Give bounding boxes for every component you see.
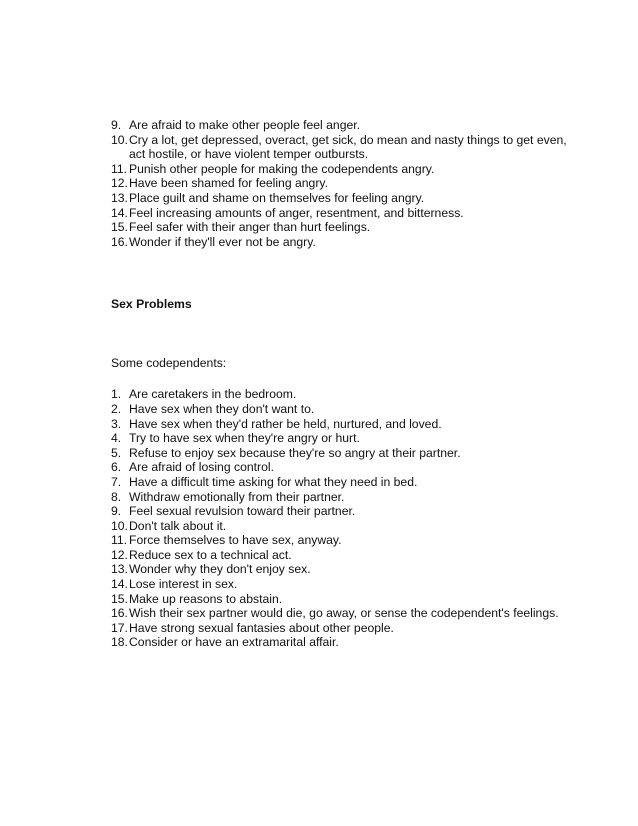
item-number: 14.	[111, 205, 128, 220]
item-number: 10.	[111, 518, 128, 533]
item-number: 11.	[111, 533, 128, 548]
item-text: Have sex when they don't want to.	[129, 401, 315, 416]
page-content	[111, 118, 571, 650]
item-text: Wonder why they don't enjoy sex.	[129, 562, 311, 577]
item-number: 18.	[111, 635, 128, 650]
list-item	[111, 431, 571, 446]
list-item	[111, 606, 571, 621]
item-text: Wish their sex partner would die, go away, or sense the codependent's feelings.	[129, 606, 559, 621]
sex-problems-list	[111, 387, 571, 650]
list-item	[111, 621, 571, 636]
item-text: Reduce sex to a technical act.	[129, 547, 292, 562]
list-item	[111, 490, 571, 505]
list-item	[111, 519, 571, 534]
list-item	[111, 635, 571, 650]
item-number: 17.	[111, 620, 128, 635]
list-item	[111, 533, 571, 548]
section-intro: Some codependents:	[111, 356, 227, 371]
section-heading: Sex Problems	[111, 297, 192, 312]
item-number: 16.	[111, 606, 128, 621]
item-number: 9.	[111, 118, 122, 132]
item-number: 4.	[111, 431, 122, 446]
item-text: Make up reasons to abstain.	[129, 591, 283, 606]
item-text: Wonder if they'll ever not be angry.	[129, 234, 316, 249]
item-text: Lose interest in sex.	[129, 577, 238, 592]
list-item	[111, 133, 571, 162]
list-item	[111, 387, 571, 402]
list-item	[111, 235, 571, 250]
list-item	[111, 562, 571, 577]
list-item	[111, 191, 571, 206]
item-text: Have a difficult time asking for what they need in bed.	[129, 474, 418, 489]
item-text: Force themselves to have sex, anyway.	[129, 533, 342, 548]
item-number: 13.	[111, 190, 128, 205]
list-item	[111, 577, 571, 592]
item-text: Are afraid to make other people feel anger.	[129, 118, 361, 132]
item-text: Withdraw emotionally from their partner.	[129, 489, 345, 504]
item-number: 6.	[111, 460, 122, 475]
list-item	[111, 402, 571, 417]
item-text: Feel safer with their anger than hurt feelings.	[129, 220, 371, 235]
item-text: Are caretakers in the bedroom.	[129, 387, 297, 402]
item-number: 9.	[111, 504, 122, 519]
item-text: Don't talk about it.	[129, 518, 227, 533]
item-text: Have strong sexual fantasies about other people.	[129, 620, 394, 635]
list-item	[111, 446, 571, 461]
item-number: 12.	[111, 547, 128, 562]
item-number: 2.	[111, 401, 122, 416]
item-text: Feel sexual revulsion toward their partner.	[129, 504, 356, 519]
list-item	[111, 176, 571, 191]
item-number: 5.	[111, 445, 122, 460]
item-number: 1.	[111, 387, 122, 402]
item-text: Are afraid of losing control.	[129, 460, 274, 475]
item-text: Try to have sex when they're angry or hurt.	[129, 431, 360, 446]
item-number: 13.	[111, 562, 128, 577]
item-text: Feel increasing amounts of anger, resentment, and bitterness.	[129, 205, 464, 220]
list-item	[111, 504, 571, 519]
item-number: 15.	[111, 220, 128, 235]
item-number: 10.	[111, 132, 128, 147]
item-number: 14.	[111, 577, 128, 592]
item-text: Place guilt and shame on themselves for feeling angry.	[129, 190, 425, 205]
item-text: Have been shamed for feeling angry.	[129, 176, 328, 191]
list-item	[111, 220, 571, 235]
item-number: 3.	[111, 416, 122, 431]
list-item	[111, 417, 571, 432]
item-text: Consider or have an extramarital affair.	[129, 635, 339, 650]
list-item	[111, 548, 571, 563]
item-number: 8.	[111, 489, 122, 504]
list-item	[111, 162, 571, 177]
item-text: Cry a lot, get depressed, overact, get sick, do mean and nasty things to get even, act hostile, or have violent temper outbursts.	[129, 132, 567, 162]
item-number: 11.	[111, 161, 128, 176]
list-item	[111, 460, 571, 475]
item-number: 16.	[111, 234, 128, 249]
list-item	[111, 475, 571, 490]
list-item	[111, 118, 571, 133]
anger-list	[111, 118, 571, 249]
item-number: 7.	[111, 474, 122, 489]
item-text: Punish other people for making the codependents angry.	[129, 161, 435, 176]
item-number: 15.	[111, 591, 128, 606]
list-item	[111, 206, 571, 221]
item-text: Have sex when they'd rather be held, nurtured, and loved.	[129, 416, 442, 431]
item-number: 12.	[111, 176, 128, 191]
item-text: Refuse to enjoy sex because they're so angry at their partner.	[129, 445, 461, 460]
list-item	[111, 592, 571, 607]
